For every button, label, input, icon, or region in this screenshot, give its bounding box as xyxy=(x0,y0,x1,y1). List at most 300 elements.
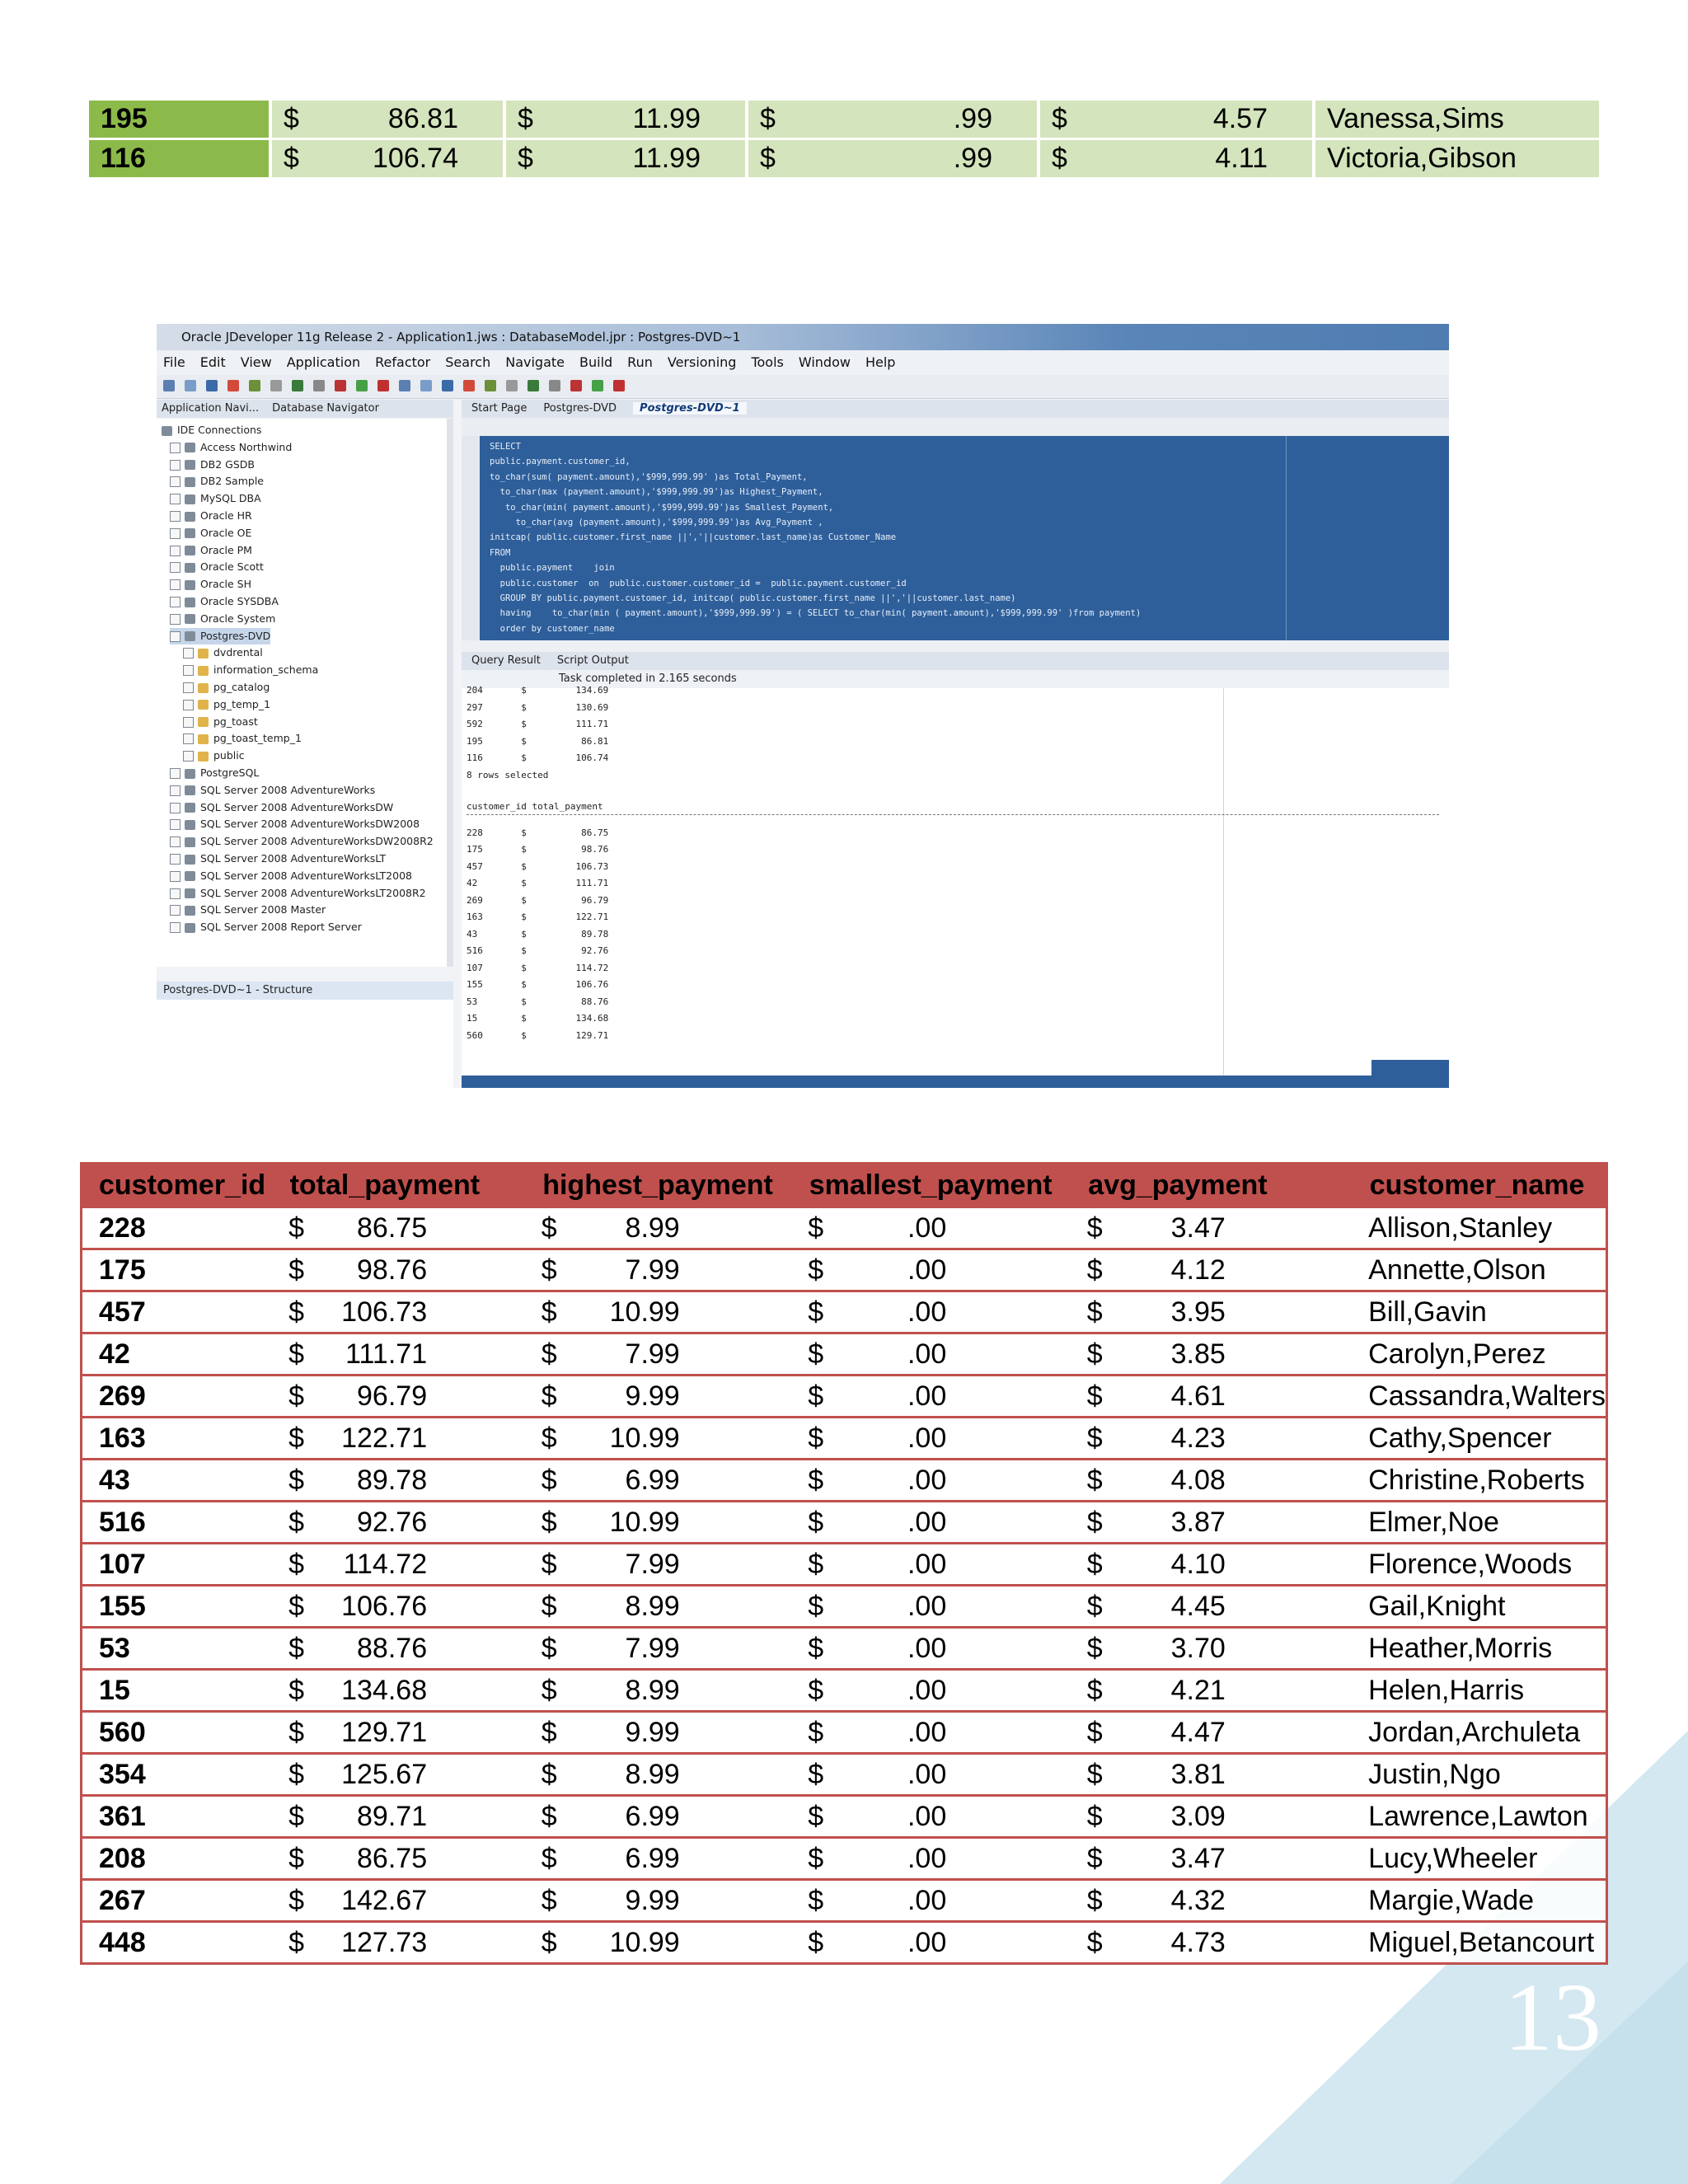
customer-name-cell: Victoria,Gibson xyxy=(1315,140,1599,180)
currency-symbol: $ xyxy=(288,1338,305,1370)
amount: 86.75 xyxy=(357,1212,428,1244)
avg-payment-cell xyxy=(1071,1249,1352,1291)
smallest-payment-cell xyxy=(791,1249,1071,1291)
output-row: 297 $ 130.69 xyxy=(467,701,609,713)
table-row xyxy=(89,140,1599,180)
table-row xyxy=(82,1712,1607,1754)
scroll-corner xyxy=(1372,1060,1449,1088)
amount: 7.99 xyxy=(625,1548,680,1580)
expand-toggle-icon xyxy=(170,803,181,813)
tree-node xyxy=(170,593,279,610)
tree-node xyxy=(170,611,275,627)
customer-payments-table xyxy=(80,1162,1608,1965)
currency-symbol: $ xyxy=(808,1842,824,1874)
customer-id-cell: 53 xyxy=(82,1628,273,1670)
tree-node xyxy=(183,644,263,661)
menu-item-file: File xyxy=(163,354,185,370)
database-icon xyxy=(185,460,195,470)
customer-id-cell: 195 xyxy=(89,101,269,140)
currency-symbol: $ xyxy=(1052,143,1067,174)
database-icon xyxy=(162,426,172,436)
tree-node-label: MySQL DBA xyxy=(200,492,261,505)
smallest-payment-cell xyxy=(791,1460,1071,1502)
currency-symbol: $ xyxy=(760,143,776,174)
amount: 8.99 xyxy=(625,1674,680,1706)
sql-line: FROM xyxy=(490,547,511,558)
customer-name-cell: Gail,Knight xyxy=(1352,1586,1606,1628)
ide-screenshot xyxy=(157,324,1449,1088)
database-icon xyxy=(185,769,195,779)
database-icon xyxy=(185,563,195,573)
tree-node xyxy=(183,714,258,730)
expand-toggle-icon xyxy=(170,579,181,590)
structure-panel xyxy=(157,1000,453,1088)
currency-symbol: $ xyxy=(541,1590,557,1622)
total-payment-cell xyxy=(272,1291,525,1333)
ide-toolbar xyxy=(157,375,1449,399)
amount: 6.99 xyxy=(625,1842,680,1874)
toolbar-icon xyxy=(270,380,282,391)
customer-id-cell: 228 xyxy=(82,1207,273,1249)
currency-symbol: $ xyxy=(1086,1338,1103,1370)
tree-node xyxy=(170,542,252,559)
highest-payment-cell xyxy=(525,1333,792,1376)
customer-id-cell: 163 xyxy=(82,1418,273,1460)
tree-node xyxy=(170,439,292,456)
amount: .00 xyxy=(907,1800,947,1832)
highest-payment-cell xyxy=(525,1796,792,1838)
avg-payment-cell xyxy=(1071,1333,1352,1376)
currency-symbol: $ xyxy=(541,1842,557,1874)
smallest-payment-cell xyxy=(748,140,1037,180)
currency-symbol: $ xyxy=(541,1380,557,1412)
column-header-customer-name: customer_name xyxy=(1352,1164,1606,1207)
amount: 89.71 xyxy=(357,1800,428,1832)
output-row: 204 $ 134.69 xyxy=(467,685,609,696)
currency-symbol: $ xyxy=(1086,1758,1103,1790)
output-tab: Query Result xyxy=(471,654,541,667)
currency-symbol: $ xyxy=(284,103,299,134)
expand-toggle-icon xyxy=(183,717,194,728)
menu-item-application: Application xyxy=(286,354,361,370)
database-icon xyxy=(185,923,195,933)
currency-symbol: $ xyxy=(808,1884,824,1916)
highest-payment-cell xyxy=(525,1502,792,1544)
tree-node-label: SQL Server 2008 AdventureWorksDW xyxy=(200,800,394,813)
tree-node-label: dvdrental xyxy=(213,646,263,659)
tree-node xyxy=(170,473,264,490)
customer-id-cell: 269 xyxy=(82,1376,273,1418)
currency-symbol: $ xyxy=(1086,1800,1103,1832)
total-payment-cell xyxy=(272,1880,525,1922)
total-payment-cell-value xyxy=(284,103,491,135)
amount: 4.11 xyxy=(1215,143,1268,174)
currency-symbol: $ xyxy=(288,1926,305,1958)
amount: 4.61 xyxy=(1170,1380,1226,1412)
table-row xyxy=(82,1838,1607,1880)
currency-symbol: $ xyxy=(284,143,299,174)
toolbar-icon xyxy=(570,380,582,391)
amount: 86.81 xyxy=(387,103,458,134)
highest-payment-cell xyxy=(525,1628,792,1670)
amount: 10.99 xyxy=(609,1506,680,1538)
highest-payment-cell xyxy=(525,1586,792,1628)
expand-toggle-icon xyxy=(170,888,181,899)
customer-name-cell: Jordan,Archuleta xyxy=(1352,1712,1606,1754)
currency-symbol: $ xyxy=(288,1254,305,1286)
amount: .99 xyxy=(953,103,992,134)
tree-node-label: Postgres-DVD xyxy=(200,629,271,642)
tree-node xyxy=(183,696,270,713)
currency-symbol: $ xyxy=(808,1548,824,1580)
highest-payment-cell-value xyxy=(518,143,734,175)
currency-symbol: $ xyxy=(288,1884,305,1916)
tree-node-label: information_schema xyxy=(213,663,319,677)
database-icon xyxy=(185,580,195,590)
menu-item-build: Build xyxy=(579,354,613,370)
editor-tabs xyxy=(462,400,1449,418)
amount: .00 xyxy=(907,1380,947,1412)
amount: 92.76 xyxy=(357,1506,428,1538)
currency-symbol: $ xyxy=(541,1212,557,1244)
toolbar-icon xyxy=(249,380,260,391)
currency-symbol: $ xyxy=(808,1464,824,1496)
currency-symbol: $ xyxy=(808,1716,824,1748)
currency-symbol: $ xyxy=(1086,1212,1103,1244)
highest-payment-cell xyxy=(525,1207,792,1249)
smallest-payment-cell xyxy=(791,1333,1071,1376)
tree-node-label: SQL Server 2008 Report Server xyxy=(200,921,362,934)
folder-icon xyxy=(198,717,209,727)
currency-symbol: $ xyxy=(808,1212,824,1244)
table-row xyxy=(82,1460,1607,1502)
expand-toggle-icon xyxy=(170,597,181,607)
total-payment-cell xyxy=(272,1754,525,1796)
amount: 3.47 xyxy=(1170,1212,1226,1244)
currency-symbol: $ xyxy=(808,1632,824,1664)
editor-toolbar xyxy=(462,418,1449,436)
database-icon xyxy=(185,477,195,487)
database-icon xyxy=(185,888,195,898)
avg-payment-cell-value xyxy=(1052,103,1301,135)
tree-node xyxy=(183,748,245,764)
currency-symbol: $ xyxy=(1086,1254,1103,1286)
smallest-payment-cell xyxy=(791,1418,1071,1460)
table-row xyxy=(82,1670,1607,1712)
expand-toggle-icon xyxy=(170,905,181,916)
tree-node-label: public xyxy=(213,749,245,762)
avg-payment-cell xyxy=(1071,1376,1352,1418)
amount: .00 xyxy=(907,1716,947,1748)
customer-name-cell: Florence,Woods xyxy=(1352,1544,1606,1586)
highest-payment-cell xyxy=(525,1712,792,1754)
folder-icon xyxy=(198,734,209,744)
amount: 6.99 xyxy=(625,1464,680,1496)
tree-node-label: Oracle OE xyxy=(200,526,252,539)
customer-id-cell: 107 xyxy=(82,1544,273,1586)
amount: 3.85 xyxy=(1170,1338,1226,1370)
customer-name-cell: Christine,Roberts xyxy=(1352,1460,1606,1502)
currency-symbol: $ xyxy=(1086,1380,1103,1412)
amount: 6.99 xyxy=(625,1800,680,1832)
toolbar-icon xyxy=(528,380,539,391)
customer-id-cell: 175 xyxy=(82,1249,273,1291)
sql-line: GROUP BY public.payment.customer_id, initcap( public.customer.first_name ||','||customer.last_name) xyxy=(490,593,1016,603)
expand-toggle-icon xyxy=(170,871,181,882)
table-row xyxy=(82,1796,1607,1838)
customer-id-cell: 116 xyxy=(89,140,269,180)
table-header-row xyxy=(82,1164,1607,1207)
amount: 4.73 xyxy=(1170,1926,1226,1958)
tree-node-label: pg_catalog xyxy=(213,681,270,693)
amount: 98.76 xyxy=(357,1254,428,1286)
output-row: 457 $ 106.73 xyxy=(467,860,609,872)
currency-symbol: $ xyxy=(1086,1632,1103,1664)
amount: .00 xyxy=(907,1842,947,1874)
expand-toggle-icon xyxy=(170,528,181,539)
customer-name-cell: Heather,Morris xyxy=(1352,1628,1606,1670)
currency-symbol: $ xyxy=(288,1296,305,1328)
table-row xyxy=(82,1249,1607,1291)
currency-symbol: $ xyxy=(1086,1674,1103,1706)
menu-item-refactor: Refactor xyxy=(375,354,431,370)
column-header-avg-payment: avg_payment xyxy=(1071,1164,1352,1207)
currency-symbol: $ xyxy=(288,1632,305,1664)
total-payment-cell xyxy=(272,1376,525,1418)
folder-icon xyxy=(198,666,209,676)
amount: .00 xyxy=(907,1674,947,1706)
customer-id-cell: 354 xyxy=(82,1754,273,1796)
expand-toggle-icon xyxy=(170,562,181,573)
output-row: 516 $ 92.76 xyxy=(467,945,609,956)
sql-line: public.payment.customer_id, xyxy=(490,457,631,467)
database-icon xyxy=(185,837,195,847)
tree-node-label: Oracle SYSDBA xyxy=(200,595,279,607)
currency-symbol: $ xyxy=(1086,1548,1103,1580)
smallest-payment-cell xyxy=(791,1880,1071,1922)
table-row xyxy=(82,1207,1607,1249)
amount: 10.99 xyxy=(609,1926,680,1958)
customer-id-cell: 448 xyxy=(82,1922,273,1964)
folder-icon xyxy=(198,649,209,658)
currency-symbol: $ xyxy=(288,1674,305,1706)
tree-node xyxy=(170,490,261,507)
highest-payment-cell xyxy=(525,1544,792,1586)
amount: 10.99 xyxy=(609,1296,680,1328)
currency-symbol: $ xyxy=(288,1506,305,1538)
amount: 8.99 xyxy=(625,1590,680,1622)
currency-symbol: $ xyxy=(541,1464,557,1496)
menu-item-run: Run xyxy=(627,354,653,370)
table-row xyxy=(82,1586,1607,1628)
amount: 8.99 xyxy=(625,1212,680,1244)
tree-node xyxy=(170,559,264,575)
menu-item-tools: Tools xyxy=(751,354,784,370)
output-divider xyxy=(467,814,1439,816)
amount: 89.78 xyxy=(357,1464,428,1496)
highest-payment-cell xyxy=(525,1880,792,1922)
expand-toggle-icon xyxy=(170,511,181,522)
expand-toggle-icon xyxy=(170,768,181,779)
total-payment-cell xyxy=(272,1796,525,1838)
amount: 3.95 xyxy=(1170,1296,1226,1328)
page-number: 13 xyxy=(1504,1963,1601,2071)
output-row: 42 $ 111.71 xyxy=(467,878,609,888)
smallest-payment-cell xyxy=(791,1796,1071,1838)
amount: .00 xyxy=(907,1422,947,1454)
customer-name-cell: Annette,Olson xyxy=(1352,1249,1606,1291)
amount: 3.70 xyxy=(1170,1632,1226,1664)
panel-splitter xyxy=(462,640,1449,652)
menu-item-view: View xyxy=(240,354,272,370)
toolbar-icon xyxy=(485,380,496,391)
customer-id-cell: 15 xyxy=(82,1670,273,1712)
smallest-payment-cell xyxy=(791,1502,1071,1544)
smallest-payment-cell xyxy=(791,1838,1071,1880)
highest-payment-cell xyxy=(525,1249,792,1291)
sql-line: initcap( public.customer.first_name ||','||customer.last_name)as Customer_Name xyxy=(490,532,897,543)
customer-id-cell: 516 xyxy=(82,1502,273,1544)
amount: 7.99 xyxy=(625,1338,680,1370)
sql-line: public.customer on public.customer.customer_id = public.payment.customer_id xyxy=(490,578,907,588)
currency-symbol: $ xyxy=(808,1296,824,1328)
amount: 134.68 xyxy=(341,1674,428,1706)
sql-line: having to_char(min ( payment.amount),'$999,999.99') = ( SELECT to_char(min( payment.amount),'$999,999.99' )from payment) xyxy=(490,608,1142,619)
customer-id-cell: 42 xyxy=(82,1333,273,1376)
currency-symbol: $ xyxy=(541,1674,557,1706)
output-row: 116 $ 106.74 xyxy=(467,752,609,763)
amount: .99 xyxy=(953,143,992,174)
output-row: 560 $ 129.71 xyxy=(467,1029,609,1041)
currency-symbol: $ xyxy=(288,1548,305,1580)
currency-symbol: $ xyxy=(1086,1590,1103,1622)
currency-symbol: $ xyxy=(518,103,533,134)
script-output xyxy=(462,685,1449,1079)
amount: 4.12 xyxy=(1170,1254,1226,1286)
currency-symbol: $ xyxy=(808,1380,824,1412)
editor-tab: Postgres-DVD xyxy=(543,402,617,415)
output-row: 195 $ 86.81 xyxy=(467,735,609,747)
amount: .00 xyxy=(907,1296,947,1328)
sql-line: SELECT xyxy=(490,442,521,452)
editor-tab: Postgres-DVD~1 xyxy=(633,402,747,415)
amount: 88.76 xyxy=(357,1632,428,1664)
expand-toggle-icon xyxy=(170,819,181,830)
database-icon xyxy=(185,871,195,881)
avg-payment-cell xyxy=(1071,1460,1352,1502)
column-header-highest-payment: highest_payment xyxy=(525,1164,792,1207)
structure-tab: Postgres-DVD~1 - Structure xyxy=(157,982,453,1000)
folder-icon xyxy=(198,683,209,693)
amount: 111.71 xyxy=(345,1338,428,1370)
amount: 4.08 xyxy=(1170,1464,1226,1496)
customer-id-cell: 361 xyxy=(82,1796,273,1838)
smallest-payment-cell xyxy=(791,1670,1071,1712)
currency-symbol: $ xyxy=(1086,1422,1103,1454)
currency-symbol: $ xyxy=(808,1254,824,1286)
total-payment-cell xyxy=(272,1207,525,1249)
amount: 9.99 xyxy=(625,1884,680,1916)
avg-payment-cell xyxy=(1071,1418,1352,1460)
top-results-table xyxy=(86,101,1602,180)
database-icon xyxy=(185,803,195,813)
avg-payment-cell xyxy=(1040,140,1312,180)
customer-name-cell: Vanessa,Sims xyxy=(1315,101,1599,140)
expand-toggle-icon xyxy=(183,648,194,658)
toolbar-icon xyxy=(592,380,603,391)
currency-symbol: $ xyxy=(541,1296,557,1328)
tree-node-label: pg_temp_1 xyxy=(213,697,271,710)
expand-toggle-icon xyxy=(170,631,181,642)
menu-item-versioning: Versioning xyxy=(667,354,737,370)
avg-payment-cell xyxy=(1071,1796,1352,1838)
tree-node-label: Access Northwind xyxy=(200,440,293,453)
tree-node-label: Oracle System xyxy=(200,612,276,625)
currency-symbol: $ xyxy=(1086,1926,1103,1958)
avg-payment-cell xyxy=(1071,1922,1352,1964)
total-payment-cell-value xyxy=(284,143,491,175)
currency-symbol: $ xyxy=(518,143,533,174)
expand-toggle-icon xyxy=(183,700,194,710)
highest-payment-cell xyxy=(525,1670,792,1712)
smallest-payment-cell xyxy=(791,1586,1071,1628)
database-icon xyxy=(185,614,195,624)
avg-payment-cell xyxy=(1071,1880,1352,1922)
tree-node xyxy=(170,885,426,902)
currency-symbol: $ xyxy=(1086,1716,1103,1748)
customer-name-cell: Lucy,Wheeler xyxy=(1352,1838,1606,1880)
currency-symbol: $ xyxy=(288,1758,305,1790)
expand-toggle-icon xyxy=(170,476,181,487)
smallest-payment-cell xyxy=(791,1754,1071,1796)
avg-payment-cell xyxy=(1071,1838,1352,1880)
menu-item-search: Search xyxy=(445,354,491,370)
highest-payment-cell-value xyxy=(518,103,734,135)
currency-symbol: $ xyxy=(541,1758,557,1790)
amount: 8.99 xyxy=(625,1758,680,1790)
output-row: 228 $ 86.75 xyxy=(467,827,609,838)
ide-title-bar: Oracle JDeveloper 11g Release 2 - Application1.jws : DatabaseModel.jpr : Postgres-DVD~1 xyxy=(157,324,1449,350)
amount: 4.32 xyxy=(1170,1884,1226,1916)
tree-node-label: SQL Server 2008 AdventureWorksLT2008R2 xyxy=(200,886,426,899)
smallest-payment-cell-value xyxy=(760,103,1025,135)
customer-name-cell: Elmer,Noe xyxy=(1352,1502,1606,1544)
customer-id-cell: 560 xyxy=(82,1712,273,1754)
avg-payment-cell xyxy=(1071,1754,1352,1796)
amount: .00 xyxy=(907,1884,947,1916)
database-icon xyxy=(185,528,195,538)
customer-name-cell: Helen,Harris xyxy=(1352,1670,1606,1712)
column-header-total-payment: total_payment xyxy=(272,1164,525,1207)
currency-symbol: $ xyxy=(1052,103,1067,134)
tree-node xyxy=(170,833,434,850)
expand-toggle-icon xyxy=(183,751,194,762)
customer-name-cell: Miguel,Betancourt xyxy=(1352,1922,1606,1964)
tree-node xyxy=(183,730,302,747)
amount: .00 xyxy=(907,1758,947,1790)
toolbar-icon xyxy=(292,380,303,391)
sql-line: to_char(sum( payment.amount),'$999,999.99' )as Total_Payment, xyxy=(490,471,808,482)
database-icon xyxy=(185,631,195,641)
amount: 7.99 xyxy=(625,1632,680,1664)
tree-node-label: SQL Server 2008 AdventureWorksLT xyxy=(200,852,387,865)
output-tabs xyxy=(462,652,1449,670)
toolbar-icon xyxy=(549,380,560,391)
customer-id-cell: 155 xyxy=(82,1586,273,1628)
avg-payment-cell xyxy=(1071,1670,1352,1712)
toolbar-icon xyxy=(163,380,175,391)
total-payment-cell xyxy=(272,101,503,140)
